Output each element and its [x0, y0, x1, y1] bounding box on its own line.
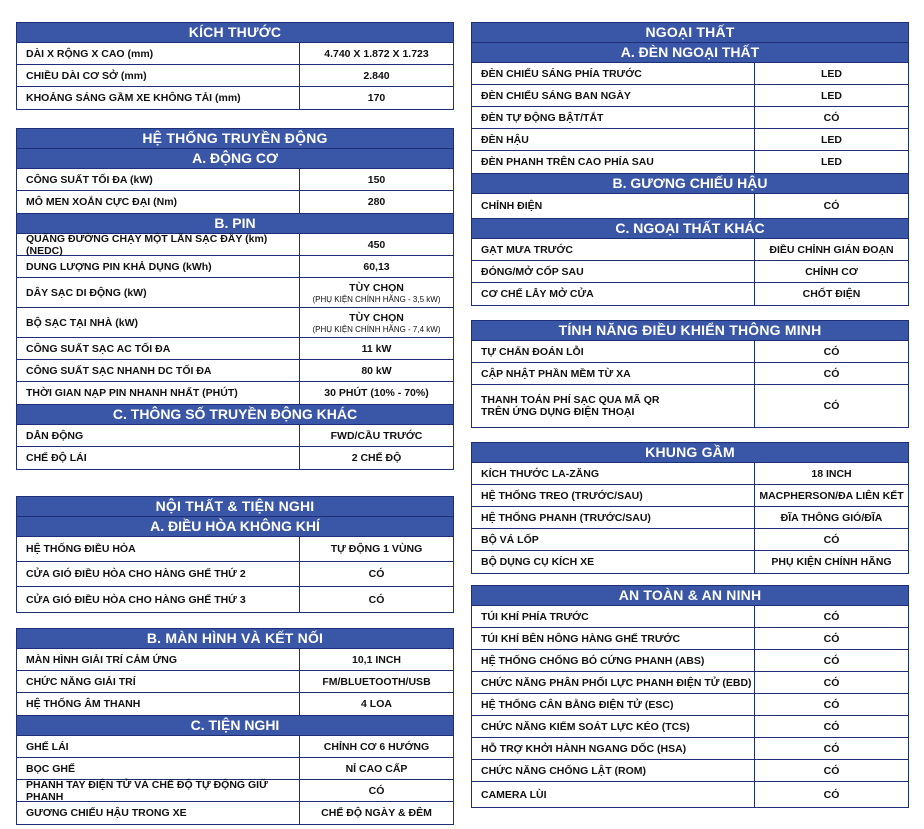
spec-value	[300, 169, 453, 190]
spec-row	[472, 283, 908, 305]
spec-value-text: CÓ	[823, 654, 840, 667]
spec-label: ĐÈN HẬU	[472, 129, 755, 150]
spec-row	[17, 671, 453, 693]
section-title: HỆ THỐNG TRUYỀN ĐỘNG	[17, 129, 453, 149]
spec-value-text: 10,1 INCH	[351, 653, 402, 666]
spec-value-text: TÙY CHỌN	[349, 311, 404, 324]
spec-label: ĐÈN PHANH TRÊN CAO PHÍA SAU	[472, 151, 755, 173]
spec-row	[17, 169, 453, 191]
spec-value-text: CÓ	[823, 676, 840, 689]
spec-value-text: CÓ	[368, 568, 385, 580]
spec-row	[472, 650, 908, 672]
truyen-dong-section	[16, 128, 454, 470]
thong-minh-section	[471, 320, 909, 428]
spec-label: DÀI X RỘNG X CAO (mm)	[17, 43, 300, 64]
subsection-title: B. GƯƠNG CHIẾU HẬU	[472, 173, 908, 194]
spec-value	[300, 587, 453, 612]
spec-value	[755, 628, 908, 649]
spec-value-text: CÓ	[823, 742, 840, 755]
spec-value	[755, 85, 908, 106]
spec-value-text: CÓ	[823, 200, 840, 212]
spec-row	[472, 694, 908, 716]
spec-row	[472, 463, 908, 485]
spec-value	[300, 360, 453, 381]
section-title: TÍNH NĂNG ĐIỀU KHIỂN THÔNG MINH	[472, 321, 908, 341]
spec-row	[472, 507, 908, 529]
spec-row	[17, 43, 453, 65]
spec-value	[300, 234, 453, 255]
spec-rows	[17, 649, 453, 715]
spec-value-text: 30 PHÚT (10% - 70%)	[324, 387, 429, 399]
subsection-title: A. ĐÈN NGOẠI THẤT	[472, 43, 908, 63]
spec-label: GHẾ LÁI	[17, 736, 300, 757]
spec-value	[300, 802, 453, 824]
spec-value-text: 4 LOA	[361, 698, 392, 710]
spec-label: BỘ VÁ LỐP	[472, 529, 755, 550]
spec-label: CHỈNH ĐIỆN	[472, 194, 755, 218]
spec-value-text: FWD/CẦU TRƯỚC	[330, 429, 423, 442]
spec-row	[472, 239, 908, 261]
spec-row	[17, 191, 453, 213]
section-title: NỘI THẤT & TIỆN NGHI	[17, 497, 453, 517]
subsection-title: A. ĐIỀU HÒA KHÔNG KHÍ	[17, 517, 453, 537]
spec-label: BỘ DỤNG CỤ KÍCH XE	[472, 551, 755, 573]
ngoai-that-section	[471, 22, 909, 306]
spec-value	[300, 308, 453, 337]
spec-value-text: FM/BLUETOOTH/USB	[322, 675, 431, 688]
spec-value	[755, 363, 908, 384]
spec-label: ĐÈN CHIẾU SÁNG PHÍA TRƯỚC	[472, 63, 755, 84]
spec-rows	[472, 63, 908, 173]
spec-value	[755, 151, 908, 173]
spec-label: HỆ THỐNG ĐIỀU HÒA	[17, 537, 300, 561]
spec-value	[300, 562, 453, 586]
spec-value-text: CÓ	[823, 764, 840, 777]
section-title: AN TOÀN & AN NINH	[472, 586, 908, 606]
khung-gam-section	[471, 442, 909, 574]
spec-row	[17, 562, 453, 587]
spec-value	[755, 551, 908, 573]
spec-label: CAMERA LÙI	[472, 782, 755, 807]
spec-row	[17, 65, 453, 87]
spec-row	[17, 587, 453, 612]
subsection-title: A. ĐỘNG CƠ	[17, 149, 453, 169]
spec-label: KHOẢNG SÁNG GẦM XE KHÔNG TẢI (mm)	[17, 87, 300, 109]
spec-value	[755, 507, 908, 528]
spec-value-text: CÓ	[368, 593, 385, 606]
spec-row	[472, 261, 908, 283]
spec-value-text: CÓ	[823, 345, 840, 358]
spec-value-text: 170	[367, 92, 386, 104]
spec-row	[472, 363, 908, 385]
spec-value	[755, 529, 908, 550]
section-title: B. MÀN HÌNH VÀ KẾT NỐI	[17, 629, 453, 649]
spec-rows	[472, 239, 908, 305]
spec-value	[300, 191, 453, 213]
spec-value-text: 11 kW	[361, 342, 392, 355]
spec-value	[755, 385, 908, 427]
subsection-title: C. THÔNG SỐ TRUYỀN ĐỘNG KHÁC	[17, 404, 453, 425]
spec-label: ĐÓNG/MỞ CỐP SAU	[472, 261, 755, 282]
spec-value	[755, 239, 908, 260]
spec-row	[17, 802, 453, 824]
spec-label: CƠ CHẾ LẪY MỞ CỬA	[472, 283, 755, 305]
spec-value-text: CÓ	[823, 632, 840, 645]
spec-value-text: 18 INCH	[811, 467, 852, 480]
spec-value-text: 280	[367, 196, 386, 208]
subsection-title: C. NGOẠI THẤT KHÁC	[472, 218, 908, 239]
an-toan-section	[471, 585, 909, 808]
spec-rows	[17, 169, 453, 213]
spec-value-text: CÓ	[823, 698, 840, 711]
spec-label: MÔ MEN XOẮN CỰC ĐẠI (Nm)	[17, 191, 300, 213]
spec-value	[300, 65, 453, 86]
spec-row	[472, 63, 908, 85]
spec-value-text: 450	[367, 238, 386, 251]
spec-value	[300, 425, 453, 446]
spec-value	[300, 693, 453, 715]
spec-value-note: (PHỤ KIỆN CHÍNH HÃNG - 3,5 kW)	[312, 294, 441, 304]
spec-label: CHỨC NĂNG PHÂN PHỐI LỰC PHANH ĐIỆN TỬ (EBD)	[472, 672, 755, 693]
spec-value	[755, 782, 908, 807]
spec-row	[17, 256, 453, 278]
spec-label: CÔNG SUẤT TỐI ĐA (kW)	[17, 169, 300, 190]
spec-row	[17, 382, 453, 404]
spec-rows	[17, 537, 453, 612]
spec-value	[300, 447, 453, 469]
spec-label: CÔNG SUẤT SẠC AC TỐI ĐA	[17, 338, 300, 359]
spec-value	[300, 780, 453, 801]
spec-label: ĐÈN TỰ ĐỘNG BẬT/TẮT	[472, 107, 755, 128]
spec-value	[300, 382, 453, 404]
spec-label: BỌC GHẾ	[17, 758, 300, 779]
spec-value-text: ĐĨA THÔNG GIÓ/ĐĨA	[780, 511, 883, 524]
spec-row	[17, 780, 453, 802]
spec-label: DUNG LƯỢNG PIN KHẢ DỤNG (kWh)	[17, 256, 300, 277]
spec-label: CHẾ ĐỘ LÁI	[17, 447, 300, 469]
spec-row	[472, 628, 908, 650]
spec-row	[472, 385, 908, 427]
spec-value-text: CÓ	[823, 367, 840, 380]
spec-label: THANH TOÁN PHÍ SẠC QUA MÃ QR TRÊN ỨNG DỤNG ĐIỆN THOẠI	[472, 385, 755, 427]
spec-row	[472, 551, 908, 573]
spec-value-text: CÓ	[823, 720, 840, 733]
spec-label: CHIỀU DÀI CƠ SỞ (mm)	[17, 65, 300, 86]
spec-row	[17, 736, 453, 758]
spec-value-text: CÓ	[823, 400, 840, 412]
spec-label: BỘ SẠC TẠI NHÀ (kW)	[17, 308, 300, 337]
spec-row	[17, 234, 453, 256]
spec-value-text: 80 kW	[361, 364, 392, 377]
spec-rows	[472, 194, 908, 218]
spec-value-text: CHỈNH CƠ 6 HƯỚNG	[323, 740, 430, 753]
spec-label: KÍCH THƯỚC LA-ZĂNG	[472, 463, 755, 484]
spec-row	[472, 606, 908, 628]
spec-label: TÚI KHÍ PHÍA TRƯỚC	[472, 606, 755, 627]
spec-row	[17, 649, 453, 671]
spec-label: TỰ CHẨN ĐOÁN LỖI	[472, 341, 755, 362]
spec-label: THỜI GIAN NẠP PIN NHANH NHẤT (PHÚT)	[17, 382, 300, 404]
spec-value	[300, 649, 453, 670]
spec-label: HỆ THỐNG TREO (TRƯỚC/SAU)	[472, 485, 755, 506]
spec-value-text: CÓ	[823, 533, 840, 546]
spec-row	[472, 672, 908, 694]
spec-row	[472, 716, 908, 738]
spec-row	[17, 447, 453, 469]
spec-value-text: CÓ	[823, 610, 840, 623]
spec-row	[472, 341, 908, 363]
spec-value	[755, 194, 908, 218]
spec-label: HỖ TRỢ KHỞI HÀNH NGANG DỐC (HSA)	[472, 738, 755, 759]
spec-row	[17, 425, 453, 447]
noi-that-section	[16, 496, 454, 613]
spec-value	[755, 672, 908, 693]
spec-value	[755, 606, 908, 627]
spec-row	[17, 338, 453, 360]
spec-label: QUÃNG ĐƯỜNG CHẠY MỘT LẦN SẠC ĐẦY (km) (NEDC)	[17, 234, 300, 255]
spec-value	[300, 758, 453, 779]
spec-value-text: TÙY CHỌN	[349, 281, 404, 294]
spec-row	[472, 85, 908, 107]
spec-label: CHỨC NĂNG KIỂM SOÁT LỰC KÉO (TCS)	[472, 716, 755, 737]
spec-value	[300, 338, 453, 359]
spec-value	[300, 43, 453, 64]
spec-row	[472, 529, 908, 551]
spec-value-text: 150	[367, 173, 386, 186]
spec-value-text: CÓ	[368, 784, 385, 797]
spec-label: HỆ THỐNG PHANH (TRƯỚC/SAU)	[472, 507, 755, 528]
spec-row	[472, 129, 908, 151]
spec-row	[17, 758, 453, 780]
spec-rows	[17, 43, 453, 109]
spec-value-text: CHỈNH CƠ	[805, 265, 858, 278]
spec-value	[300, 278, 453, 307]
man-hinh-section	[16, 628, 454, 825]
spec-value	[300, 671, 453, 692]
spec-value	[755, 760, 908, 781]
spec-value-text: 2.840	[363, 69, 390, 82]
spec-value	[755, 261, 908, 282]
spec-row	[472, 485, 908, 507]
spec-row	[17, 360, 453, 382]
spec-value	[755, 341, 908, 362]
section-title: NGOẠI THẤT	[472, 23, 908, 43]
spec-row	[472, 782, 908, 807]
spec-label: CHỨC NĂNG CHỐNG LẬT (ROM)	[472, 760, 755, 781]
spec-value-text: CHỐT ĐIỆN	[802, 288, 861, 300]
spec-rows	[472, 463, 908, 573]
spec-label: PHANH TAY ĐIỆN TỬ VÀ CHẾ ĐỘ TỰ ĐỘNG GIỮ PHANH	[17, 780, 300, 801]
spec-value-text: NỈ CAO CẤP	[345, 762, 408, 775]
spec-rows	[472, 341, 908, 427]
spec-value-text: CHẾ ĐỘ NGÀY & ĐÊM	[321, 807, 432, 819]
spec-label: CỬA GIÓ ĐIỀU HÒA CHO HÀNG GHẾ THỨ 2	[17, 562, 300, 586]
spec-row	[17, 537, 453, 562]
spec-value-text: LED	[821, 89, 842, 102]
spec-row	[472, 738, 908, 760]
spec-value	[755, 463, 908, 484]
spec-label: CÔNG SUẤT SẠC NHANH DC TỐI ĐA	[17, 360, 300, 381]
spec-row	[472, 194, 908, 218]
spec-value	[755, 485, 908, 506]
spec-row	[17, 693, 453, 715]
spec-value	[755, 716, 908, 737]
spec-value	[755, 283, 908, 305]
section-title: KÍCH THƯỚC	[17, 23, 453, 43]
spec-label: TÚI KHÍ BÊN HÔNG HÀNG GHẾ TRƯỚC	[472, 628, 755, 649]
spec-value	[300, 256, 453, 277]
spec-value-text: 60,13	[363, 260, 390, 273]
spec-value	[755, 107, 908, 128]
spec-label: GƯƠNG CHIẾU HẬU TRONG XE	[17, 802, 300, 824]
spec-value	[755, 63, 908, 84]
spec-label: HỆ THỐNG CÂN BẰNG ĐIỆN TỬ (ESC)	[472, 694, 755, 715]
spec-value-text: PHỤ KIỆN CHÍNH HÃNG	[771, 556, 892, 568]
spec-value-text: CÓ	[823, 111, 840, 124]
spec-label: HỆ THỐNG CHỐNG BÓ CỨNG PHANH (ABS)	[472, 650, 755, 671]
spec-row	[17, 278, 453, 308]
spec-value-text: TỰ ĐỘNG 1 VÙNG	[330, 543, 423, 555]
spec-rows	[17, 736, 453, 824]
spec-row	[472, 151, 908, 173]
spec-value-text: 4.740 X 1.872 X 1.723	[324, 47, 429, 60]
spec-value-text: LED	[821, 156, 842, 168]
spec-rows	[17, 425, 453, 469]
spec-label: ĐÈN CHIẾU SÁNG BAN NGÀY	[472, 85, 755, 106]
spec-value	[300, 87, 453, 109]
subsection-title: C. TIỆN NGHI	[17, 715, 453, 736]
spec-value-note: (PHỤ KIỆN CHÍNH HÃNG - 7,4 kW)	[312, 324, 441, 334]
section-title: KHUNG GẦM	[472, 443, 908, 463]
spec-value	[300, 736, 453, 757]
spec-label: GẠT MƯA TRƯỚC	[472, 239, 755, 260]
spec-rows	[17, 234, 453, 404]
spec-value-text: MACPHERSON/ĐA LIÊN KẾT	[759, 489, 904, 502]
spec-label: CẬP NHẬT PHẦN MỀM TỪ XA	[472, 363, 755, 384]
spec-value	[300, 537, 453, 561]
spec-label: CHỨC NĂNG GIẢI TRÍ	[17, 671, 300, 692]
subsection-title: B. PIN	[17, 213, 453, 234]
spec-label: CỬA GIÓ ĐIỀU HÒA CHO HÀNG GHẾ THỨ 3	[17, 587, 300, 612]
spec-row	[472, 107, 908, 129]
spec-value-text: LED	[821, 133, 842, 146]
spec-row	[17, 87, 453, 109]
spec-row	[472, 760, 908, 782]
spec-value	[755, 694, 908, 715]
spec-value-text: ĐIỀU CHỈNH GIÁN ĐOẠN	[769, 243, 894, 256]
spec-label: DẪN ĐỘNG	[17, 425, 300, 446]
spec-rows	[472, 606, 908, 807]
spec-label: DÂY SẠC DI ĐỘNG (kW)	[17, 278, 300, 307]
kich-thuoc-section	[16, 22, 454, 110]
spec-value-text: CÓ	[823, 788, 840, 801]
spec-label: MÀN HÌNH GIẢI TRÍ CẢM ỨNG	[17, 649, 300, 670]
spec-value	[755, 738, 908, 759]
spec-value-text: LED	[821, 67, 842, 80]
spec-value-text: 2 CHẾ ĐỘ	[351, 452, 402, 464]
spec-row	[17, 308, 453, 338]
spec-value	[755, 129, 908, 150]
spec-label: HỆ THỐNG ÂM THANH	[17, 693, 300, 715]
spec-value	[755, 650, 908, 671]
